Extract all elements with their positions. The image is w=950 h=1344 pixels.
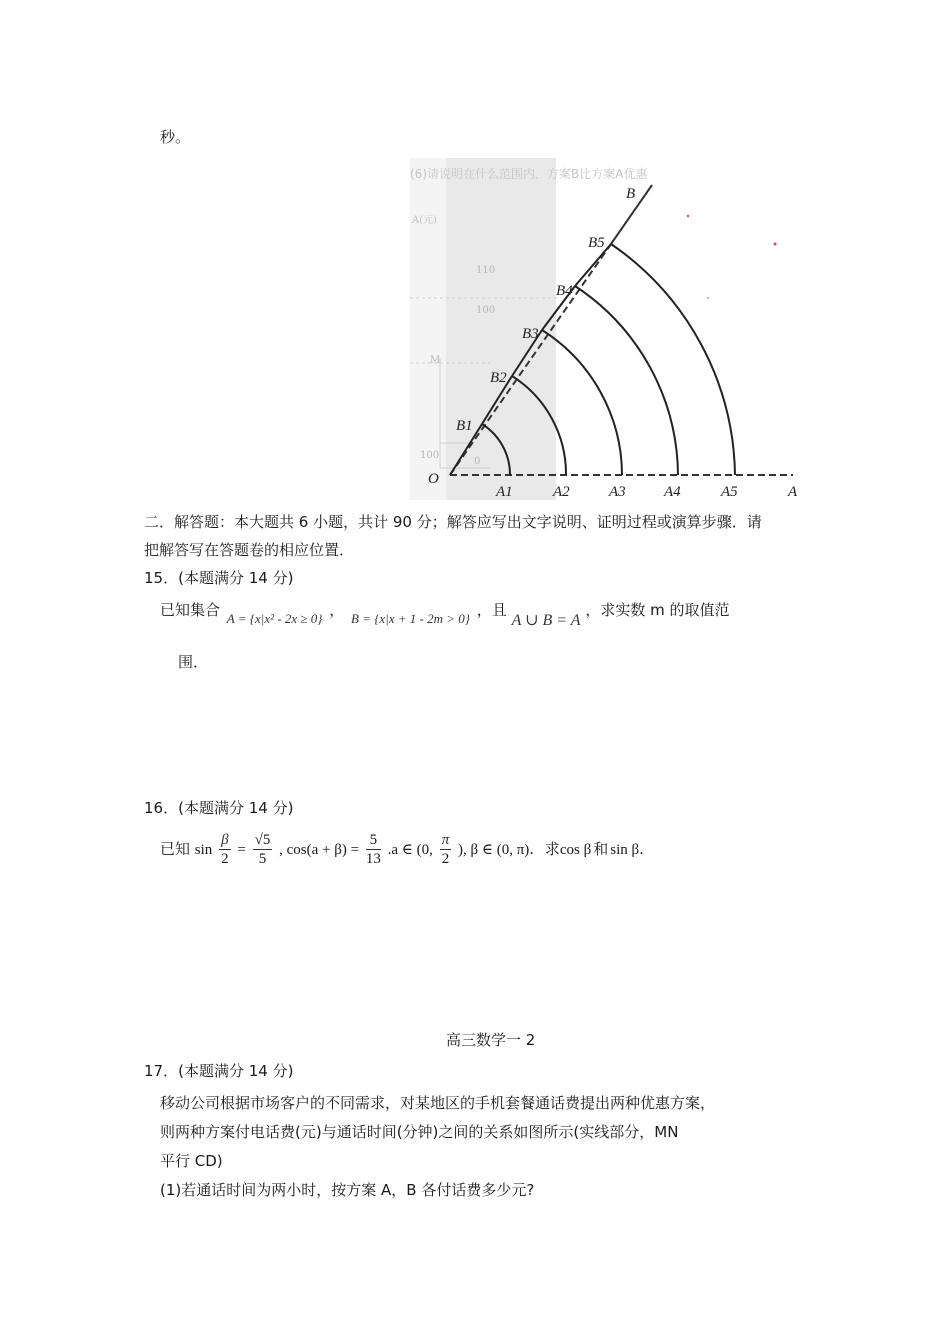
label-b4: B4 — [556, 283, 573, 299]
q16-sin: sin — [194, 842, 213, 858]
q15-header: 15．(本题满分 14 分) — [144, 569, 294, 587]
q16-end: . — [639, 840, 644, 858]
q16-dot: . — [529, 840, 535, 858]
q16-frac-pi-2: $\frac{\pi}{2}$ — [441, 832, 450, 867]
faded-mark: M — [430, 355, 441, 366]
q16-ask: 求 — [544, 840, 560, 858]
label-b5: B5 — [588, 235, 605, 251]
label-a3: A3 — [609, 484, 626, 500]
arc-figure — [410, 158, 810, 503]
arc-4 — [575, 286, 678, 475]
q16-sin-beta: sin β — [610, 842, 640, 858]
q17-line2: 则两种方案付电话费(元)与通话时间(分钟)之间的关系如图所示(实线部分，MN — [160, 1123, 679, 1141]
faded-mark: 110 — [476, 265, 496, 276]
faded-mark: 100 — [420, 450, 440, 461]
faded-header: (6)请说明在什么范围内，方案B比方案A优惠 — [410, 167, 648, 181]
faded-scan-edge — [410, 158, 446, 500]
label-a5: A5 — [721, 484, 738, 500]
label-a2: A2 — [553, 484, 570, 500]
q15-lead: 已知集合 — [160, 601, 221, 619]
arc-diagram — [410, 158, 810, 503]
label-o: O — [428, 471, 439, 487]
label-a1: A1 — [496, 484, 513, 500]
section-heading-line2: 把解答写在答题卷的相应位置． — [144, 541, 355, 559]
faded-mark: 0 — [474, 456, 481, 467]
q16-frac-sqrt5-5: $\frac{√5}{5}$ — [254, 832, 271, 867]
q17-line4: (1)若通话时间为两小时，按方案 A，B 各付话费多少元? — [160, 1181, 535, 1199]
q17-line1: 移动公司根据市场客户的不同需求，对某地区的手机套餐通话费提出两种优惠方案， — [160, 1094, 716, 1112]
q16-cos-beta: cos β — [559, 842, 592, 858]
q15-set-a: A = {x|x² - 2x ≥ 0} — [226, 611, 323, 626]
q15-union: A ∪ B = A — [511, 612, 581, 629]
q15-line2: 围． — [178, 653, 209, 671]
q16-frac-beta-2: $\frac{\beta}{2}$ — [221, 832, 229, 867]
q17-header: 17．(本题满分 14 分) — [144, 1062, 294, 1080]
section-heading: 二．解答题：本大题共 6 小题，共计 90 分；解答应写出文字说明、证明过程或演算步骤．请 — [144, 513, 762, 531]
q15-body — [160, 600, 730, 629]
label-b2: B2 — [490, 370, 507, 386]
arc-5 — [611, 244, 735, 475]
q16-eq: = — [237, 842, 246, 858]
faded-scan-region — [446, 158, 556, 500]
q15-and: ，且 — [476, 601, 507, 619]
page-footer: 高三数学一 2 — [446, 1031, 536, 1049]
q16-body — [160, 828, 644, 871]
q16-header: 16．(本题满分 14 分) — [144, 799, 294, 817]
q15-comma: ， — [329, 601, 345, 619]
label-b3: B3 — [522, 326, 539, 342]
faded-mark: A(元) — [412, 215, 438, 226]
q15-tail: ，求实数 m 的取值范 — [585, 601, 730, 619]
label-b: B — [626, 186, 636, 202]
q16-cos-part: , cos(a + β) = — [279, 842, 360, 858]
top-line: 秒。 — [160, 128, 191, 146]
q16-frac-5-13: $\frac{5}{13}$ — [365, 832, 381, 867]
q16-and: 和 — [593, 840, 609, 858]
faded-mark: 100 — [476, 305, 496, 316]
q15-set-b: B = {x|x + 1 - 2m > 0} — [351, 611, 470, 626]
q16-lead: 已知 — [160, 840, 191, 858]
q16-beta-in: ), β ∈ (0, π) — [457, 842, 530, 858]
q17-line3: 平行 CD) — [160, 1152, 223, 1170]
label-a: A — [788, 484, 798, 500]
label-a4: A4 — [664, 484, 681, 500]
q16-a-in: .a ∈ (0, — [387, 842, 433, 858]
label-b1: B1 — [456, 418, 473, 434]
